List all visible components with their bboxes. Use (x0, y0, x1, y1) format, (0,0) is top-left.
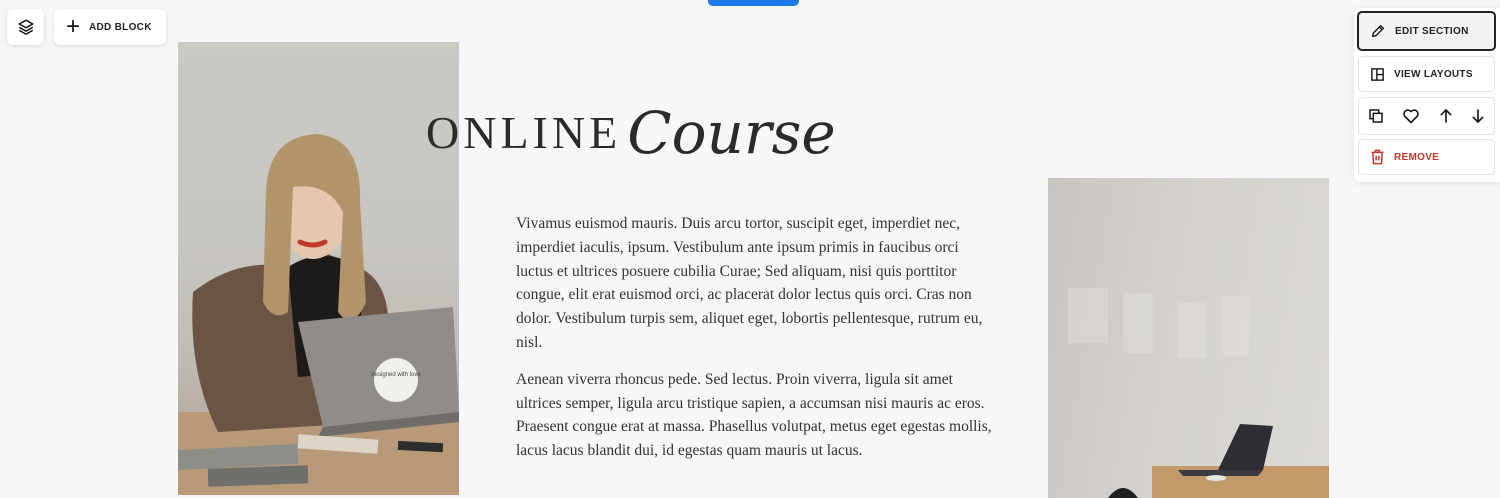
section-handle-tab[interactable] (708, 0, 799, 6)
add-block-label: ADD BLOCK (89, 21, 152, 33)
arrow-down-icon[interactable] (1471, 108, 1485, 124)
layout-grid-icon (1370, 67, 1385, 82)
section-quick-actions (1358, 97, 1495, 135)
view-layouts-button[interactable] (1358, 56, 1495, 92)
view-layouts-label: VIEW LAYOUTS (1394, 68, 1473, 80)
woman-laptop-photo (178, 42, 459, 495)
duplicate-icon[interactable] (1368, 108, 1384, 124)
paragraph-1: Vivamus euismod mauris. Duis arcu tortor, suscipit eget, imperdiet nec, imperdiet iaculis, ipsum. Vestibulum ante ipsum primis in faucibus orci luctus et ultrices posuere cubilia Curae; Sed aliquam, nisi quis porttitor congue, elit erat euismod orci, ac placerat dolor lectus quis orci. Cras non dolor. Vestibulum turpis sem, aliquet eget, lobortis pellentesque, rutrum eu, nisl. (516, 215, 983, 351)
title-online: ONLINE (426, 107, 622, 158)
heart-icon[interactable] (1402, 108, 1420, 124)
paragraph-2: Aenean viverra rhoncus pede. Sed lectus. Proin viverra, ligula sit amet ultrices semper, ligula arcu tristique sapien, a accumsan nisi mauris ac eros. Praesent congue erat at massa. Phasellus volutpat, metus eget egestas mollis, lacus lacus blandit dui, id egestas quam mauris ut lacus. (516, 370, 992, 460)
remove-label: REMOVE (1394, 151, 1440, 163)
plus-icon: + (66, 13, 81, 40)
layers-icon (17, 18, 35, 36)
layers-button[interactable] (7, 9, 44, 45)
laptop-sticker-text: designed with love (371, 372, 421, 378)
section-actions-panel (1354, 8, 1500, 182)
pencil-icon (1370, 23, 1386, 39)
section-body-text (516, 212, 996, 476)
remove-section-button[interactable] (1358, 139, 1495, 175)
section-title (426, 96, 836, 176)
arrow-up-icon[interactable] (1439, 108, 1453, 124)
edit-section-button[interactable] (1357, 11, 1496, 51)
desk-laptop-photo (1048, 178, 1329, 498)
title-course: Course (627, 99, 836, 167)
add-block-button[interactable] (54, 9, 166, 45)
edit-section-label: EDIT SECTION (1395, 25, 1469, 37)
trash-icon (1370, 149, 1385, 165)
